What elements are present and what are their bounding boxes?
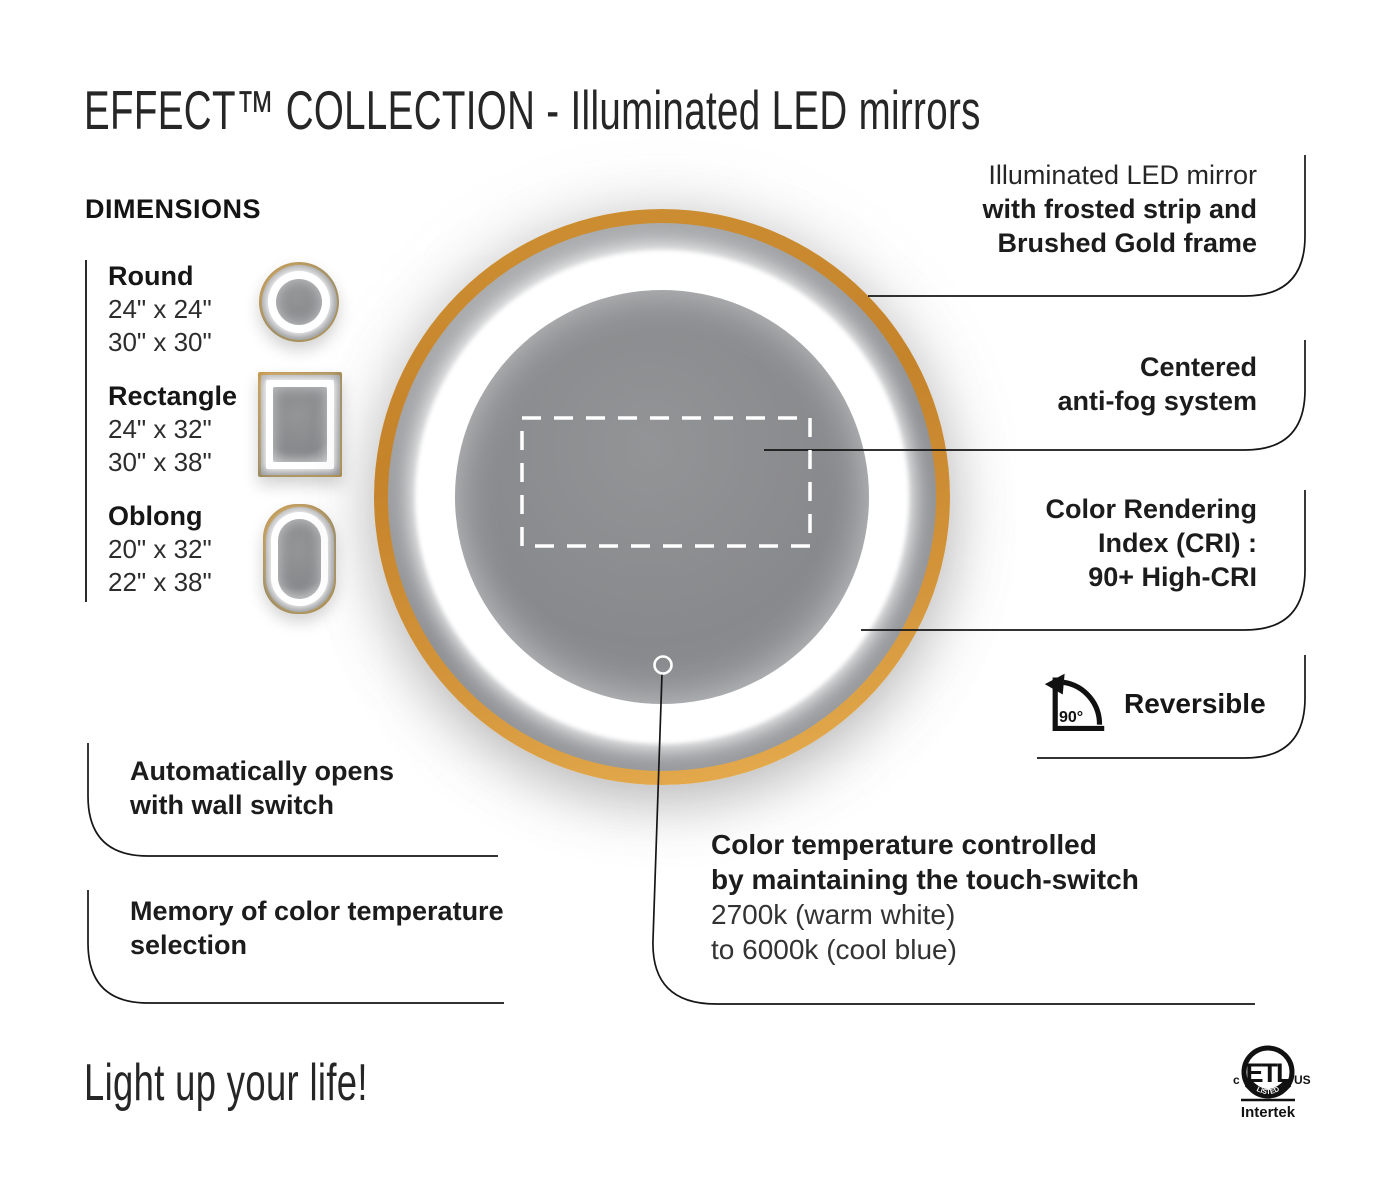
callout-line: Illuminated LED mirror bbox=[988, 160, 1257, 190]
etl-c-mark: c bbox=[1233, 1073, 1240, 1087]
shape-size: 24" x 24" bbox=[108, 294, 212, 324]
intertek-wordmark: Intertek bbox=[1240, 1104, 1296, 1121]
callout-line: by maintaining the touch-switch bbox=[711, 864, 1139, 895]
thumbnail-mirror-surface bbox=[276, 279, 322, 325]
oblong-mirror-thumbnail bbox=[263, 504, 336, 614]
callout-reversible: Reversible bbox=[1124, 688, 1266, 719]
callout-line: to 6000k (cool blue) bbox=[711, 934, 957, 965]
callout-line: Memory of color temperature bbox=[130, 896, 504, 926]
callout-line: Centered bbox=[1139, 352, 1257, 382]
callout-frame bbox=[982, 158, 1257, 260]
led-mirror-illustration bbox=[374, 209, 950, 785]
dimension-entry-round bbox=[108, 260, 268, 358]
rectangle-mirror-thumbnail bbox=[258, 372, 342, 477]
thumbnail-mirror-surface bbox=[273, 387, 327, 462]
callout-line: selection bbox=[130, 930, 248, 960]
dimension-entry-rectangle bbox=[108, 380, 268, 478]
thumbnail-mirror-surface bbox=[278, 519, 321, 599]
etl-us-mark: US bbox=[1294, 1073, 1311, 1087]
dimensions-divider bbox=[85, 260, 87, 602]
etl-listed-label: LISTED bbox=[1255, 1086, 1281, 1097]
callout-line: with frosted strip and bbox=[982, 194, 1257, 224]
dimension-entry-oblong bbox=[108, 500, 268, 598]
shape-size: 20" x 32" bbox=[108, 534, 212, 564]
callout-line: with wall switch bbox=[130, 790, 335, 820]
shape-size: 24" x 32" bbox=[108, 414, 212, 444]
page-title: EFFECT™ COLLECTION - Illuminated LED mirrors bbox=[84, 79, 981, 141]
rotate-90-icon bbox=[1042, 670, 1108, 736]
etl-certification-logo bbox=[1226, 1042, 1318, 1124]
callout-line: 2700k (warm white) bbox=[711, 899, 956, 930]
callout-memory bbox=[130, 894, 504, 962]
shape-size: 22" x 38" bbox=[108, 567, 212, 597]
callout-cri bbox=[1045, 492, 1257, 594]
callout-antifog bbox=[1057, 350, 1257, 418]
shape-name: Oblong bbox=[108, 501, 203, 531]
callout-color-temp bbox=[711, 827, 1139, 967]
dimensions-heading: DIMENSIONS bbox=[85, 194, 262, 224]
shape-size: 30" x 30" bbox=[108, 327, 212, 357]
callout-line: Brushed Gold frame bbox=[997, 228, 1257, 258]
rotate-degrees-label: 90° bbox=[1058, 707, 1084, 726]
round-mirror-thumbnail bbox=[259, 262, 339, 342]
shape-name: Round bbox=[108, 261, 194, 291]
callout-line: Automatically opens bbox=[130, 756, 395, 786]
callout-line: Color temperature controlled bbox=[711, 829, 1097, 860]
mirror-surface bbox=[455, 290, 869, 704]
etl-letters: ETL bbox=[1245, 1058, 1291, 1088]
callout-line: Index (CRI) : bbox=[1098, 528, 1257, 558]
callout-line: Color Rendering bbox=[1045, 494, 1257, 524]
callout-line: 90+ High-CRI bbox=[1088, 562, 1257, 592]
callout-wall-switch bbox=[130, 754, 394, 822]
shape-name: Rectangle bbox=[108, 381, 238, 411]
callout-line: anti-fog system bbox=[1057, 386, 1257, 416]
shape-size: 30" x 38" bbox=[108, 447, 212, 477]
tagline: Light up your life! bbox=[84, 1054, 368, 1112]
